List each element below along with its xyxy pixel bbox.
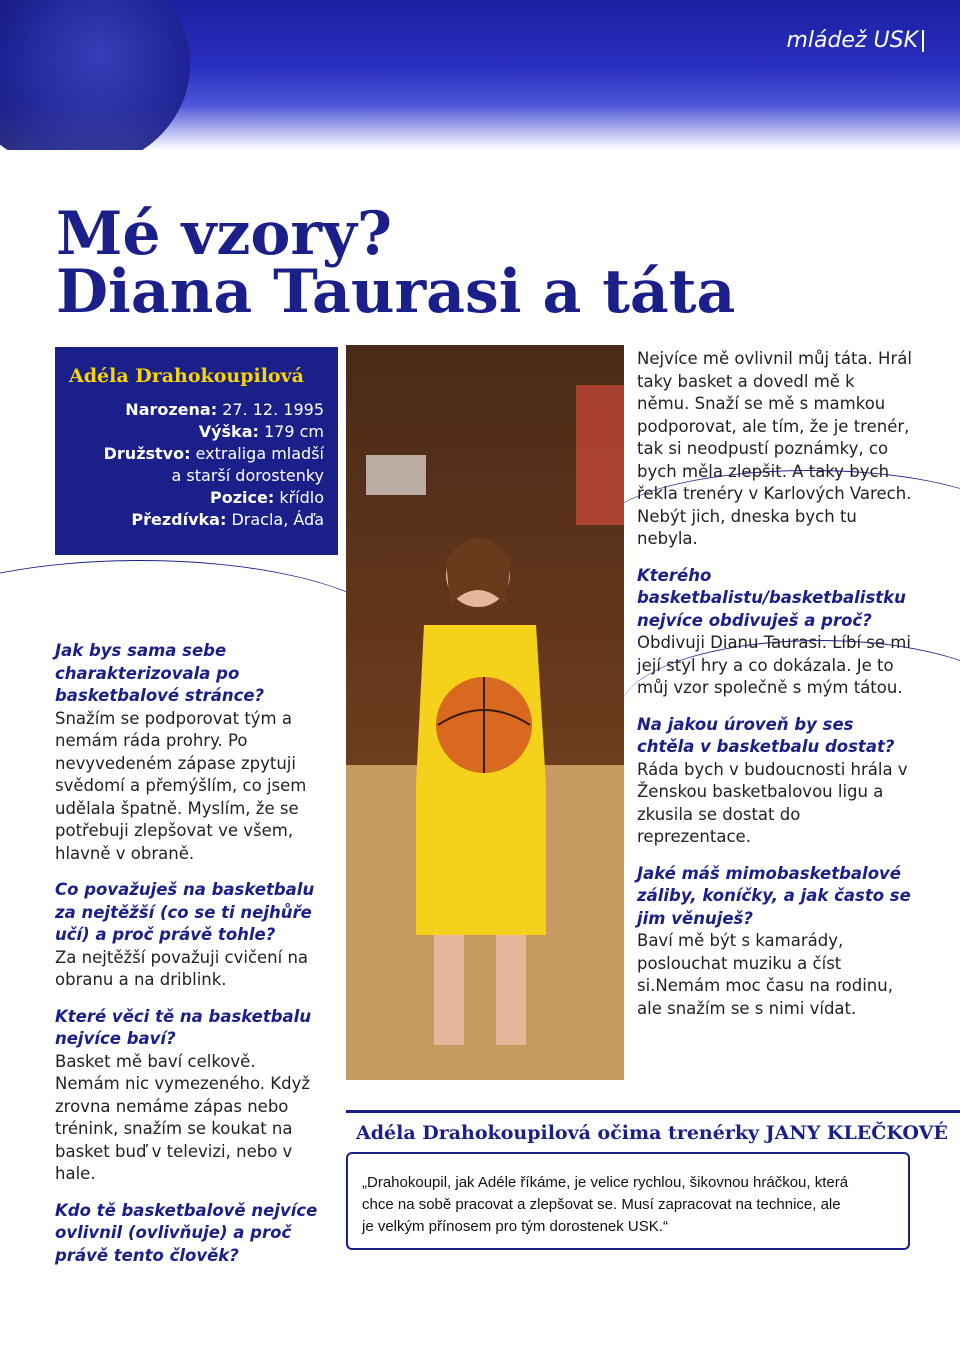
interview-right-column: [637, 348, 912, 1020]
born-value: 27. 12. 1995: [222, 400, 324, 419]
player-photo: [346, 345, 624, 1080]
answer: Baví mě být s kamarády, poslouchat muziku a číst si.Nemám moc času na rodinu, ale snažím se s nimi vídat.: [637, 931, 893, 1018]
team-value-2: a starší dorostenky: [171, 466, 324, 485]
answer: Nejvíce mě ovlivnil můj táta. Hrál taky basket a dovedl mě k němu. Snaží se mě s mamkou podporovat, ale tím, že je trenér, tak si neodpustí poznámky, co bych měla zlepšit. A taky bych řekla trenéry v Karlových Varech. Nebýt jich, dneska bych tu nebyla.: [637, 349, 912, 548]
born-label: Narozena:: [125, 400, 218, 419]
nickname-value: Dracla, Áďa: [231, 510, 324, 529]
question: Kterého basketbalistu/basketbalistku nejvíce obdivuješ a proč?: [637, 565, 906, 630]
team-label: Družstvo:: [103, 444, 191, 463]
answer: Basket mě baví celkově. Nemám nic vymezeného. Když zrovna nemáme zápas nebo trénink, snažím se koukat na basket buď v televizi, nebo v hale.: [55, 1051, 311, 1183]
header-band: [0, 0, 960, 150]
position-value: křídlo: [279, 488, 324, 507]
team-value: extraliga mladší: [195, 444, 324, 463]
player-photo-illustration: [346, 345, 624, 1080]
answer: Obdivuji Dianu Taurasi. Líbí se mi její styl hry a co dokázala. Je to můj vzor společně s mým tátou.: [637, 633, 911, 697]
basketball-graphic: [0, 0, 190, 150]
question: Co považuješ na basketbalu za nejtěžší (co se ti nejhůře učí) a proč právě tohle?: [55, 880, 315, 944]
coach-quote-box: [346, 1152, 910, 1250]
page-title: [56, 199, 736, 327]
question: Jaké máš mimobasketbalové záliby, koníčky, a jak často se jim věnuješ?: [637, 863, 911, 928]
question: Které věci tě na basketbalu nejvíce baví?: [55, 1006, 312, 1048]
height-label: Výška:: [198, 422, 259, 441]
section-label: mládež USK: [786, 28, 918, 53]
question: Jak bys sama sebe charakterizovala po basketbalové stránce?: [55, 641, 265, 705]
question: Kdo tě basketbalově nejvíce ovlivnil (ovlivňuje) a proč právě tento člověk?: [55, 1200, 318, 1265]
profile-name: Adéla Drahokoupilová: [69, 365, 304, 387]
interview-left-column: [55, 640, 325, 1267]
coach-quote: „Drahokoupil, jak Adéle říkáme, je velice rychlou, šikovnou hráčkou, která chce na sobě pracovat a zlepšovat se. Musí zapracovat na technice, ale je velkým přínosem pro tým dorostenek USK.“: [362, 1174, 849, 1235]
nickname-label: Přezdívka:: [131, 510, 227, 529]
title-line-2: Diana Taurasi a táta: [56, 257, 736, 327]
answer: Snažím se podporovat tým a nemám ráda prohry. Po nevyvedeném zápase zpytuji svědomí a přemýšlím, co jsem udělala špatně. Myslím, že se potřebuji zlepšovat ve všem, hlavně v obraně.: [55, 708, 307, 863]
answer: Za nejtěžší považuji cvičení na obranu a na driblink.: [55, 947, 309, 989]
coach-section-title: Adéla Drahokoupilová očima trenérky JANY KLEČKOVÉ: [356, 1122, 948, 1144]
title-line-1: Mé vzory?: [56, 199, 393, 269]
section-divider: [922, 30, 924, 52]
height-value: 179 cm: [263, 422, 324, 441]
question: Na jakou úroveň by ses chtěla v basketbalu dostat?: [637, 714, 895, 756]
answer: Ráda bych v budoucnosti hrála v Ženskou basketbalovou ligu a zkusila se dostat do reprezentace.: [637, 759, 908, 846]
coach-section-divider: [346, 1110, 960, 1113]
profile-details: [104, 399, 324, 531]
position-label: Pozice:: [209, 488, 275, 507]
profile-card: [55, 347, 338, 555]
